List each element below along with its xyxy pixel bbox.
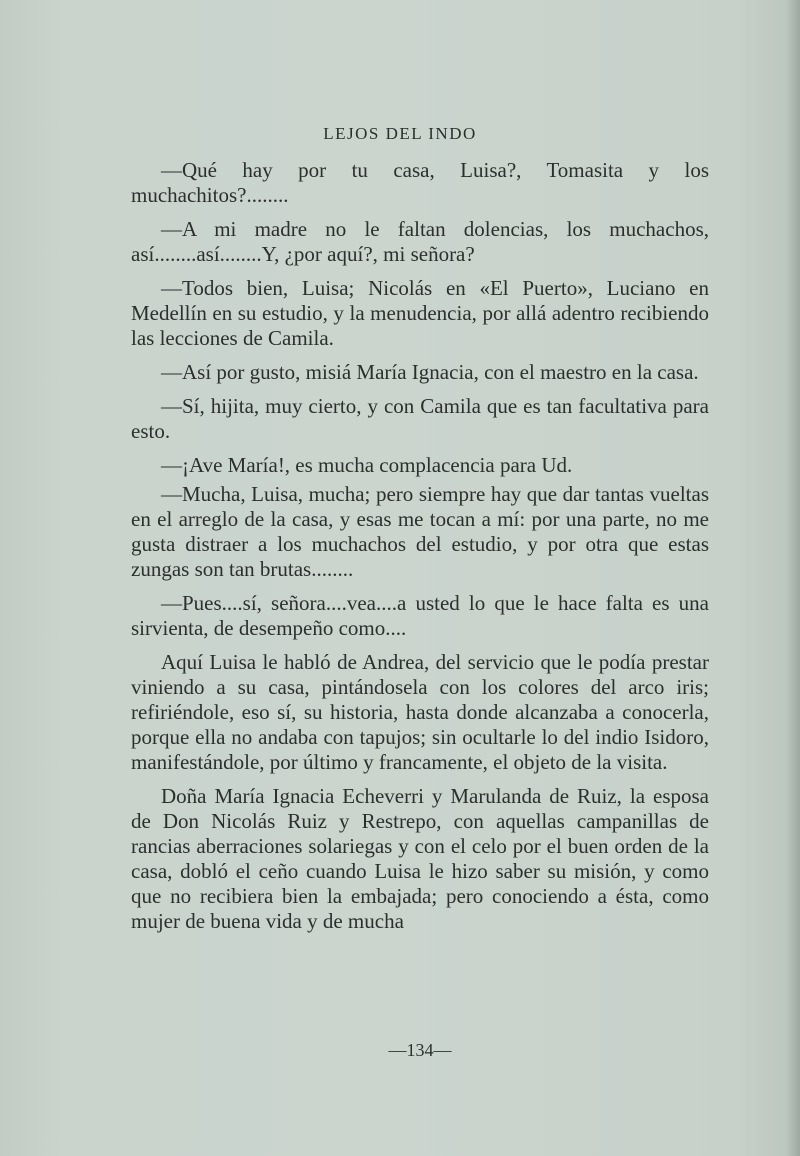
paragraph: —Qué hay por tu casa, Luisa?, Tomasita y los muchachitos?........ xyxy=(131,158,709,207)
paragraph: —¡Ave María!, es mucha complacencia para Ud. xyxy=(161,453,573,477)
body-text xyxy=(131,158,709,943)
paragraph: —Así por gusto, misiá María Ignacia, con el maestro en la casa. xyxy=(161,360,699,384)
paragraph: Aquí Luisa le habló de Andrea, del servicio que le podía prestar viniendo a su casa, pintándosela con los colores del arco iris; refiriéndole, eso sí, su historia, hasta donde alcanzaba a conocerla, porque ella no andaba con tapujos; sin ocultarle lo del indio Isidoro, manifestándole, por último y francamente, el objeto de la visita. xyxy=(131,650,709,774)
page-number: —134— xyxy=(388,1040,452,1060)
paragraph: —Pues....sí, señora....vea....a usted lo que le hace falta es una sirvienta, de desempeño como.... xyxy=(131,591,709,640)
page-edge-shadow xyxy=(786,0,800,1156)
paragraph: —Sí, hijita, muy cierto, y con Camila que es tan facultativa para esto. xyxy=(131,394,709,443)
running-head: LEJOS DEL INDO xyxy=(323,124,477,143)
paragraph: Doña María Ignacia Echeverri y Marulanda de Ruiz, la esposa de Don Nicolás Ruiz y Restrepo, con aquellas campanillas de rancias aberraciones solariegas y con el celo por el buen orden de la casa, dobló el ceño cuando Luisa le hizo saber su misión, y como que no recibiera bien la embajada; pero conociendo a ésta, como mujer de buena vida y de mucha xyxy=(131,784,709,933)
paragraph: —A mi madre no le faltan dolencias, los muchachos, así........así........Y, ¿por aquí?, mi señora? xyxy=(131,217,709,266)
paragraph: —Mucha, Luisa, mucha; pero siempre hay que dar tantas vueltas en el arreglo de la casa, y esas me tocan a mí: por una parte, no me gusta distraer a los muchachos del estudio, y por otra que estas zungas son tan brutas........ xyxy=(131,482,709,581)
paragraph: —Todos bien, Luisa; Nicolás en «El Puerto», Luciano en Medellín en su estudio, y la menudencia, por allá adentro recibiendo las lecciones de Camila. xyxy=(131,276,709,350)
